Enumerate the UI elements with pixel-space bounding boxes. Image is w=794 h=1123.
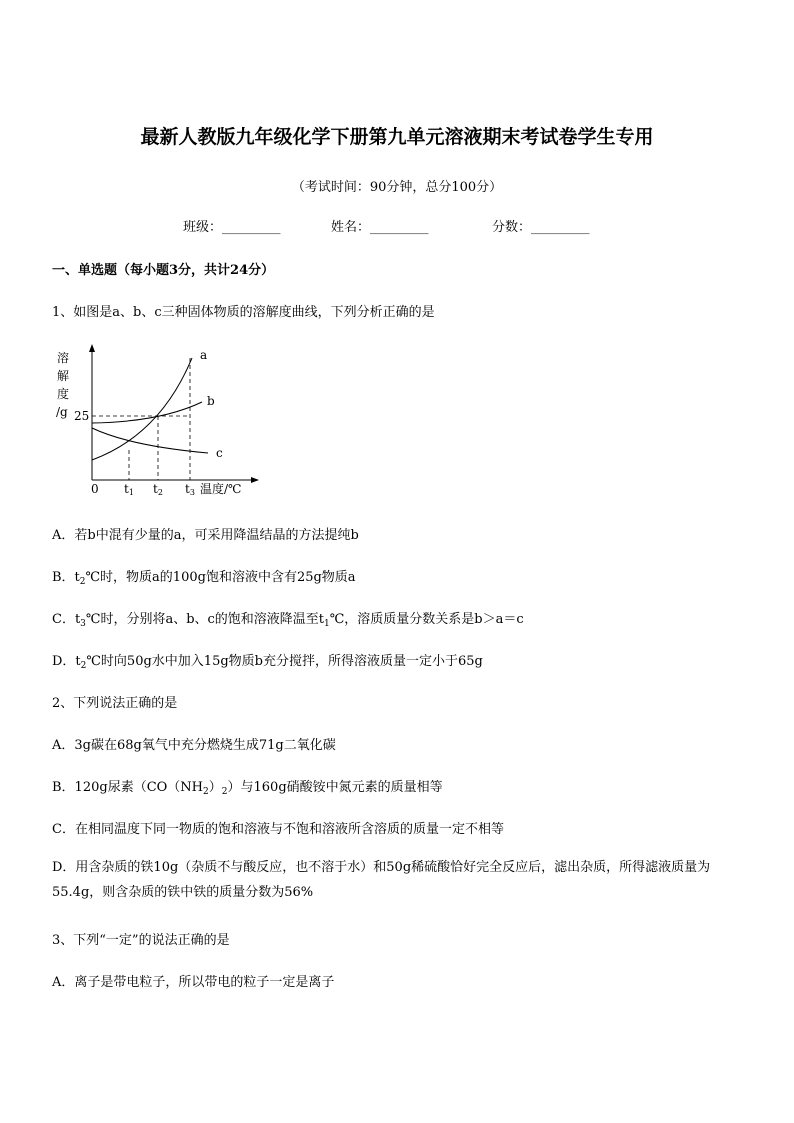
- question-3-stem: 3、下列“一定”的说法正确的是: [52, 933, 230, 948]
- x-axis-arrow: [251, 477, 259, 483]
- name-blank: _________: [370, 220, 429, 235]
- q2-option-a: A．3g碳在68g氧气中充分燃烧生成71g二氧化碳: [52, 738, 336, 753]
- q1-option-c: C．$t_3℃$时，分别将a、b、c的饱和溶液降温至$t_1℃$，溶质质量分数关系是b＞a＝c: [52, 612, 524, 629]
- score-label: 分数：: [492, 220, 532, 235]
- y-tick-25: 25: [74, 409, 90, 423]
- score-field: [492, 216, 590, 235]
- q3-option-a: A．离子是带电粒子，所以带电的粒子一定是离子: [52, 975, 335, 990]
- question-2-stem: 2、下列说法正确的是: [52, 696, 178, 711]
- y-label-3: 度: [57, 387, 70, 401]
- class-blank: _________: [222, 220, 281, 235]
- solubility-chart: [50, 340, 260, 500]
- x-tick-t2: t2: [153, 482, 163, 497]
- y-label-4: /g: [56, 405, 68, 419]
- origin-label: 0: [91, 482, 99, 496]
- curve-c: [92, 428, 208, 453]
- q2-option-b: B．120g尿素$(CO(NH_2)_2)$与160g硝酸铵中氮元素的质量相等: [52, 780, 443, 797]
- q1-option-d: D．$t_2℃$时向50g水中加入15g物质b充分搅拌，所得溶液质量一定小于65g: [52, 654, 483, 671]
- curve-c-label: c: [216, 446, 223, 460]
- class-label: 班级：: [183, 220, 223, 235]
- score-blank: _________: [531, 220, 590, 235]
- y-axis-arrow: [89, 344, 95, 352]
- name-field: [331, 216, 429, 235]
- q2-option-c: C．在相同温度下同一物质的饱和溶液与不饱和溶液所含溶质的质量一定不相等: [52, 822, 504, 837]
- curve-a: [92, 358, 192, 460]
- q1-option-b: B．$t_2℃$时，物质a的100g饱和溶液中含有25g物质a: [52, 570, 356, 587]
- question-1-stem: 1、如图是a、b、c三种固体物质的溶解度曲线，下列分析正确的是: [52, 305, 435, 320]
- page-title: 最新人教版九年级化学下册第九单元溶液期末考试卷学生专用: [140, 126, 654, 148]
- curve-b: [92, 402, 202, 423]
- section-heading: 一、单选题（每小题3分，共计24分）: [52, 263, 275, 278]
- x-tick-t1: t1: [124, 482, 134, 497]
- class-field: [183, 216, 281, 235]
- exam-info: （考试时间：90分钟，总分100分）: [291, 180, 503, 195]
- q2-option-d: D．用含杂质的铁10g（杂质不与酸反应，也不溶于水）和50g稀硫酸恰好完全反应后，滤出杂质，所得滤液质量为55.4g，则含杂质的铁中铁的质量分数为56%: [52, 860, 711, 900]
- x-axis-label: 温度/℃: [200, 482, 242, 496]
- x-tick-t3: t3: [185, 482, 195, 497]
- curve-b-label: b: [207, 394, 215, 408]
- q1-option-a: A．若b中混有少量的a，可采用降温结晶的方法提纯b: [52, 528, 359, 543]
- curve-a-label: a: [200, 348, 208, 362]
- name-label: 姓名：: [331, 220, 371, 235]
- y-label-2: 解: [57, 369, 70, 383]
- y-label-1: 溶: [57, 351, 70, 365]
